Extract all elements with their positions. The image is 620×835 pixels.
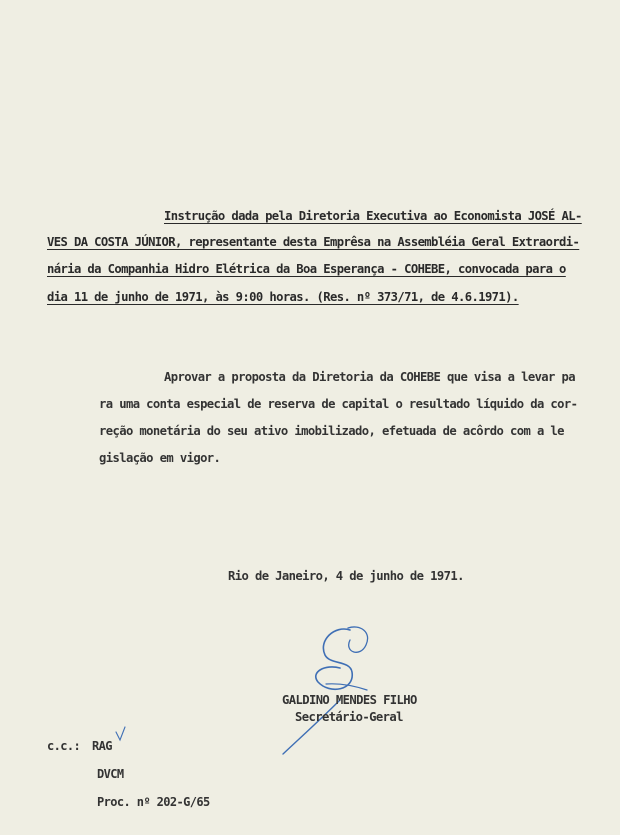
resolution-line-2: ra uma conta especial de reserva de capital o resultado líquido da cor-: [99, 397, 578, 411]
instruction-line-3: nária da Companhia Hidro Elétrica da Boa Esperança - COHEBE, convocada para o: [47, 262, 566, 276]
signatory-title: Secretário-Geral: [295, 710, 403, 724]
resolution-line-3: reção monetária do seu ativo imobilizado, efetuada de acôrdo com a le: [99, 424, 564, 438]
process-number: Proc. nº 202-G/65: [97, 795, 210, 809]
instruction-line-2: VES DA COSTA JÚNIOR, representante desta Emprêsa na Assembléia Geral Extraordi-: [47, 235, 580, 249]
cc-second: DVCM: [97, 767, 124, 781]
cc-first: RAG: [92, 739, 112, 753]
cc-label: c.c.:: [47, 739, 81, 753]
place-date: Rio de Janeiro, 4 de junho de 1971.: [228, 569, 464, 583]
instruction-line-4: dia 11 de junho de 1971, às 9:00 horas. (Res. nº 373/71, de 4.6.1971).: [47, 290, 519, 304]
resolution-line-1: Aprovar a proposta da Diretoria da COHEBE que visa a levar pa: [164, 370, 575, 384]
signatory-name: GALDINO MENDES FILHO: [282, 693, 417, 707]
resolution-line-4: gislação em vigor.: [99, 451, 221, 465]
instruction-line-1: Instrução dada pela Diretoria Executiva ao Economista JOSÉ AL-: [164, 209, 582, 223]
